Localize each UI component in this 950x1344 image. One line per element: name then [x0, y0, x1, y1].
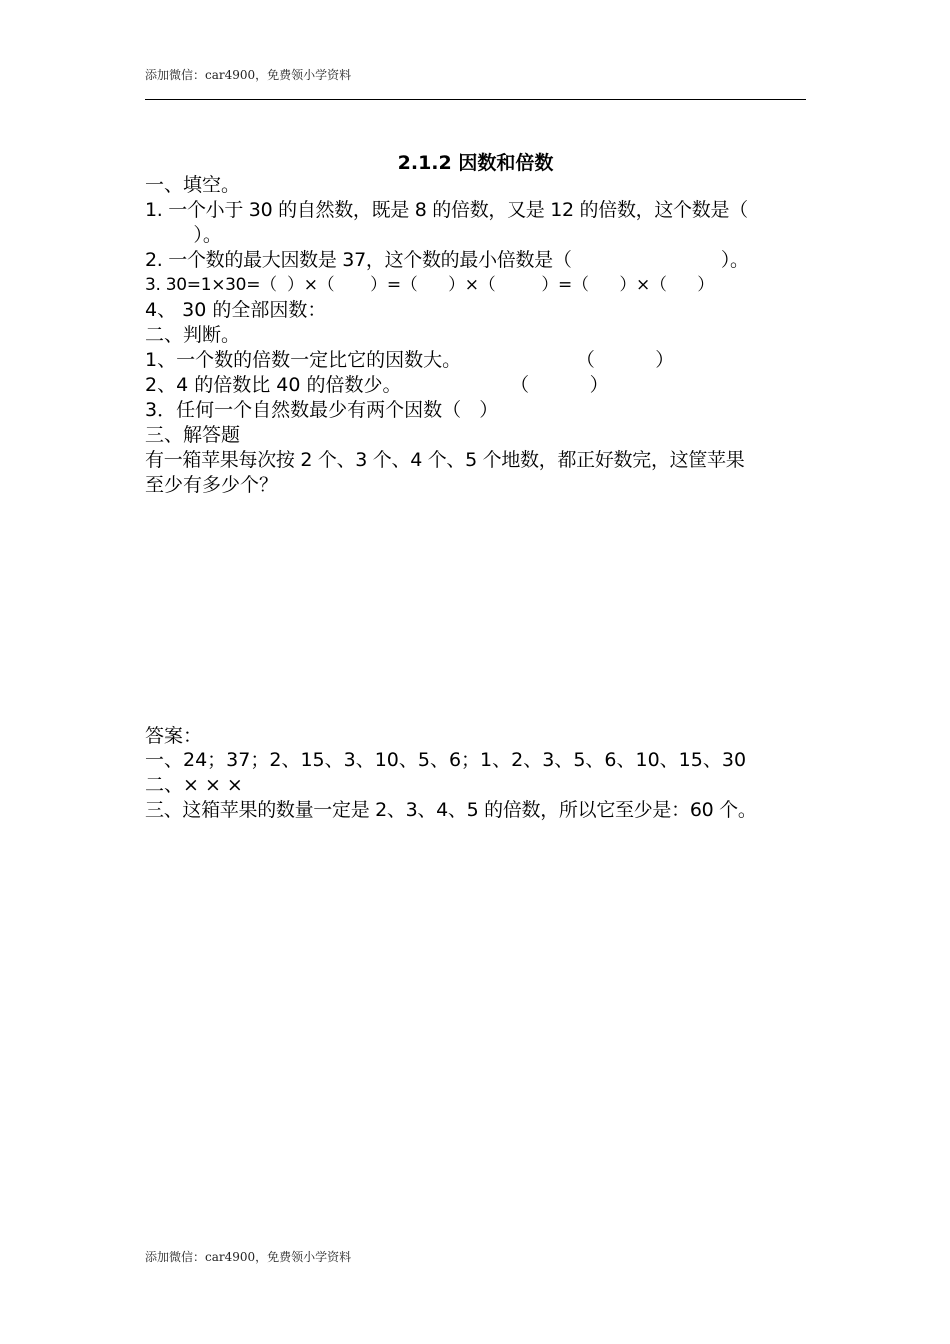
answer-1: 一、24；37；2、15、3、10、5、6；1、2、3、5、6、10、15、30	[145, 749, 747, 771]
page-header-text: 添加微信：car4900，免费领小学资料	[145, 68, 352, 82]
answers-heading: 答案：	[145, 725, 203, 747]
section-problem-heading: 三、解答题	[145, 424, 241, 446]
answer-2: 二、× × ×	[145, 774, 243, 796]
problem-line-1: 有一箱苹果每次按 2 个、3 个、4 个、5 个地数，都正好数完，这筐苹果	[145, 449, 745, 471]
problem-line-2: 至少有多少个？	[145, 474, 279, 496]
judgement-2: 2、4 的倍数比 40 的倍数少。 （ ）	[145, 374, 609, 396]
question-2: 2. 一个数的最大因数是 37，这个数的最小倍数是（ ）。	[145, 249, 749, 271]
section-judgement-heading: 二、判断。	[145, 324, 241, 346]
header-divider	[145, 99, 806, 100]
page-footer-text: 添加微信：car4900，免费领小学资料	[145, 1250, 352, 1264]
judgement-1: 1、一个数的倍数一定比它的因数大。 （ ）	[145, 349, 675, 371]
question-4: 4、 30 的全部因数：	[145, 299, 327, 321]
question-1-line-1: 1. 一个小于 30 的自然数，既是 8 的倍数，又是 12 的倍数，这个数是（	[145, 199, 748, 221]
answer-3: 三、这箱苹果的数量一定是 2、3、4、5 的倍数，所以它至少是：60 个。	[145, 799, 757, 821]
document-title: 2.1.2 因数和倍数	[397, 152, 554, 174]
question-3: 3. 30=1×30=（ ）×（ ）=（ ）×（ ）=（ ）×（ ）	[145, 275, 714, 295]
question-1-line-2: ）。	[145, 224, 222, 246]
section-fill-blank-heading: 一、填空。	[145, 174, 241, 196]
judgement-3: 3．任何一个自然数最少有两个因数（ ）	[145, 399, 499, 421]
